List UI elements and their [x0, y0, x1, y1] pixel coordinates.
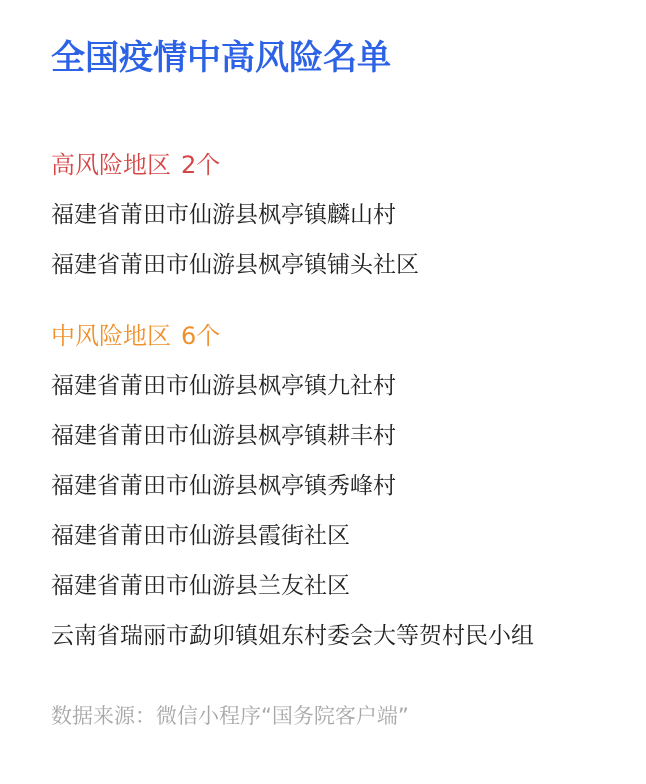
list-item: 福建省莆田市仙游县霞街社区: [51, 523, 350, 549]
list-item: 福建省莆田市仙游县枫亭镇九社村: [51, 373, 396, 399]
medium-risk-heading: [51, 320, 220, 352]
data-source-note: 数据来源：微信小程序“国务院客户端”: [51, 704, 409, 728]
medium-risk-list: [51, 361, 534, 661]
high-risk-heading: [51, 149, 220, 181]
list-item: 福建省莆田市仙游县枫亭镇耕丰村: [51, 423, 396, 449]
medium-risk-count: 6个: [181, 322, 221, 350]
high-risk-label: 高风险地区: [51, 151, 171, 179]
list-item: 福建省莆田市仙游县兰友社区: [51, 573, 350, 599]
medium-risk-label: 中风险地区: [51, 322, 171, 350]
list-item: 福建省莆田市仙游县枫亭镇铺头社区: [51, 252, 419, 278]
list-item: 福建省莆田市仙游县枫亭镇秀峰村: [51, 473, 396, 499]
high-risk-count: 2个: [181, 151, 221, 179]
list-item: 云南省瑞丽市勐卯镇姐东村委会大等贺村民小组: [51, 623, 534, 649]
list-item: 福建省莆田市仙游县枫亭镇麟山村: [51, 202, 396, 228]
page-title: 全国疫情中高风险名单: [51, 38, 391, 78]
high-risk-list: [51, 190, 419, 290]
